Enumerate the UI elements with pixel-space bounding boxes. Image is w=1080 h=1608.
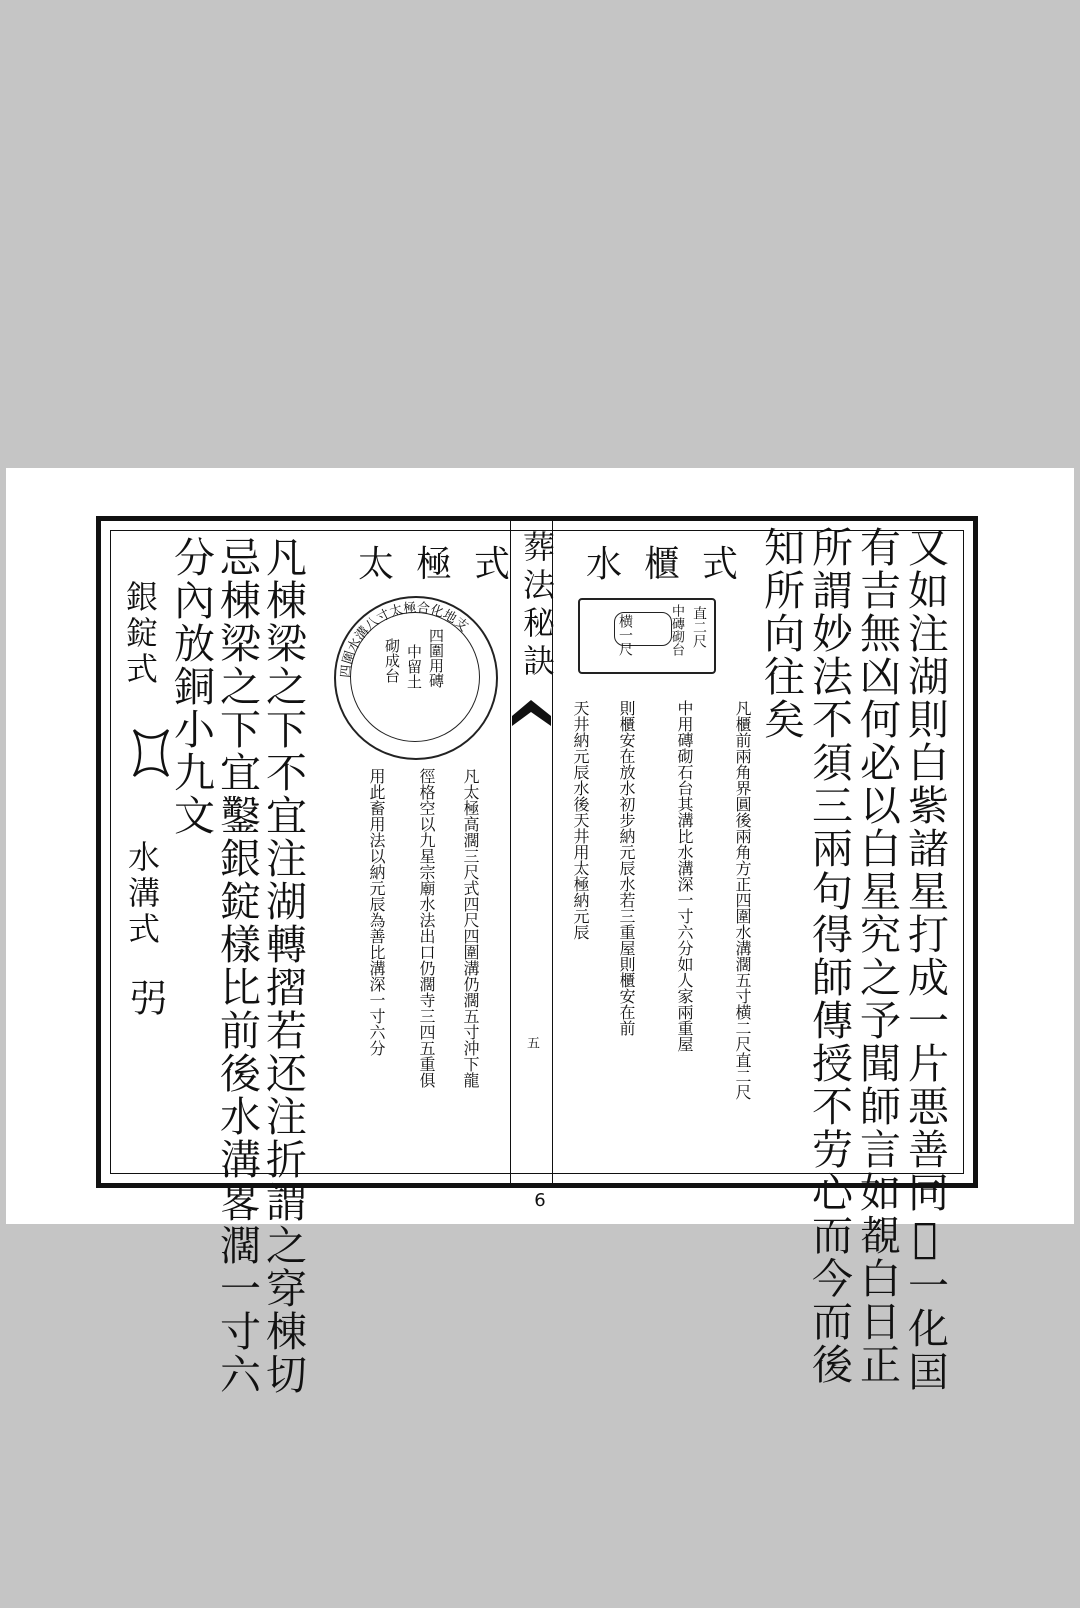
water-cabinet-title bbox=[586, 536, 760, 587]
water-ditch-glyph: 弜 bbox=[123, 978, 167, 1016]
seal-center-line-3: 砌成台 bbox=[383, 638, 401, 683]
right-main-column-1: 又如注湖則白紫諸星打成一片悪善同𡧓一化囯 bbox=[901, 526, 949, 1393]
left-note-column-3: 用此畜用法以納元辰為善比溝深一寸六分 bbox=[367, 768, 386, 1056]
water-cabinet-title-text: 水櫃式 bbox=[586, 544, 761, 585]
left-main-column-3: 分內放銅小九文 bbox=[167, 536, 215, 837]
left-main-column-1: 凡棟梁之下不宜注湖轉摺若还注折謂之穿棟切 bbox=[259, 536, 307, 1396]
water-cabinet-diagram bbox=[578, 598, 716, 674]
diagram-label-width: 横一尺 bbox=[617, 614, 633, 656]
seal-center-line-1: 四圍用磚 bbox=[427, 628, 445, 688]
right-note-column-1: 凡櫃前兩角界圓後兩角方正四圍水溝濶五寸横二尺直二尺 bbox=[733, 700, 752, 1100]
book-page-sheet bbox=[6, 468, 1074, 1396]
fishtail-mark bbox=[510, 694, 553, 734]
right-note-column-2: 中用磚砌石台其溝比水溝深一寸六分如人家兩重屋 bbox=[675, 700, 694, 1052]
water-ditch-title: 水溝式 bbox=[123, 840, 161, 948]
left-note-column-1: 凡太極高濶三尺式四尺四圍溝仍濶五寸沖下龍 bbox=[461, 768, 480, 1088]
left-note-column-2: 徑格空以九星宗廟水法出口仍濶寺三四五重俱 bbox=[417, 768, 436, 1088]
taiji-seal bbox=[334, 596, 498, 760]
silver-ingot-icon bbox=[130, 726, 174, 782]
taiji-title-text: 太極式 bbox=[358, 544, 533, 585]
left-main-column-2: 忌棟梁之下宜鑿銀錠樣比前後水溝畧濶一寸六 bbox=[213, 536, 261, 1396]
right-note-column-3: 則櫃安在放水初步納元辰水若三重屋則櫃安在前 bbox=[617, 700, 636, 1036]
right-note-column-4: 天井納元辰水後天井用太極納元辰 bbox=[571, 700, 590, 940]
seal-center-line-2: 中留土 bbox=[405, 644, 423, 689]
center-title: 葬法秘訣 bbox=[518, 530, 556, 682]
taiji-title bbox=[358, 536, 532, 587]
svg-text:四圍水溝八寸太極合化地支: 四圍水溝八寸太極合化地支 bbox=[338, 600, 471, 679]
center-page-numeral: 五 bbox=[524, 1036, 539, 1049]
gutter-left-line bbox=[510, 516, 511, 1188]
diagram-label-length: 直二尺 bbox=[691, 606, 707, 648]
right-main-column-3: 所謂妙法不須三兩句得師傳授不劳心而今而後 bbox=[805, 526, 853, 1386]
right-main-column-2: 有吉無凶何必以白星究之予聞師言如覩白日正 bbox=[853, 526, 901, 1386]
silver-ingot-title: 銀錠式 bbox=[121, 580, 159, 688]
diagram-label-platform: 中磚砌台 bbox=[669, 604, 684, 656]
page-number: 6 bbox=[534, 1190, 546, 1211]
right-main-column-4: 知所向往矣 bbox=[757, 526, 805, 741]
